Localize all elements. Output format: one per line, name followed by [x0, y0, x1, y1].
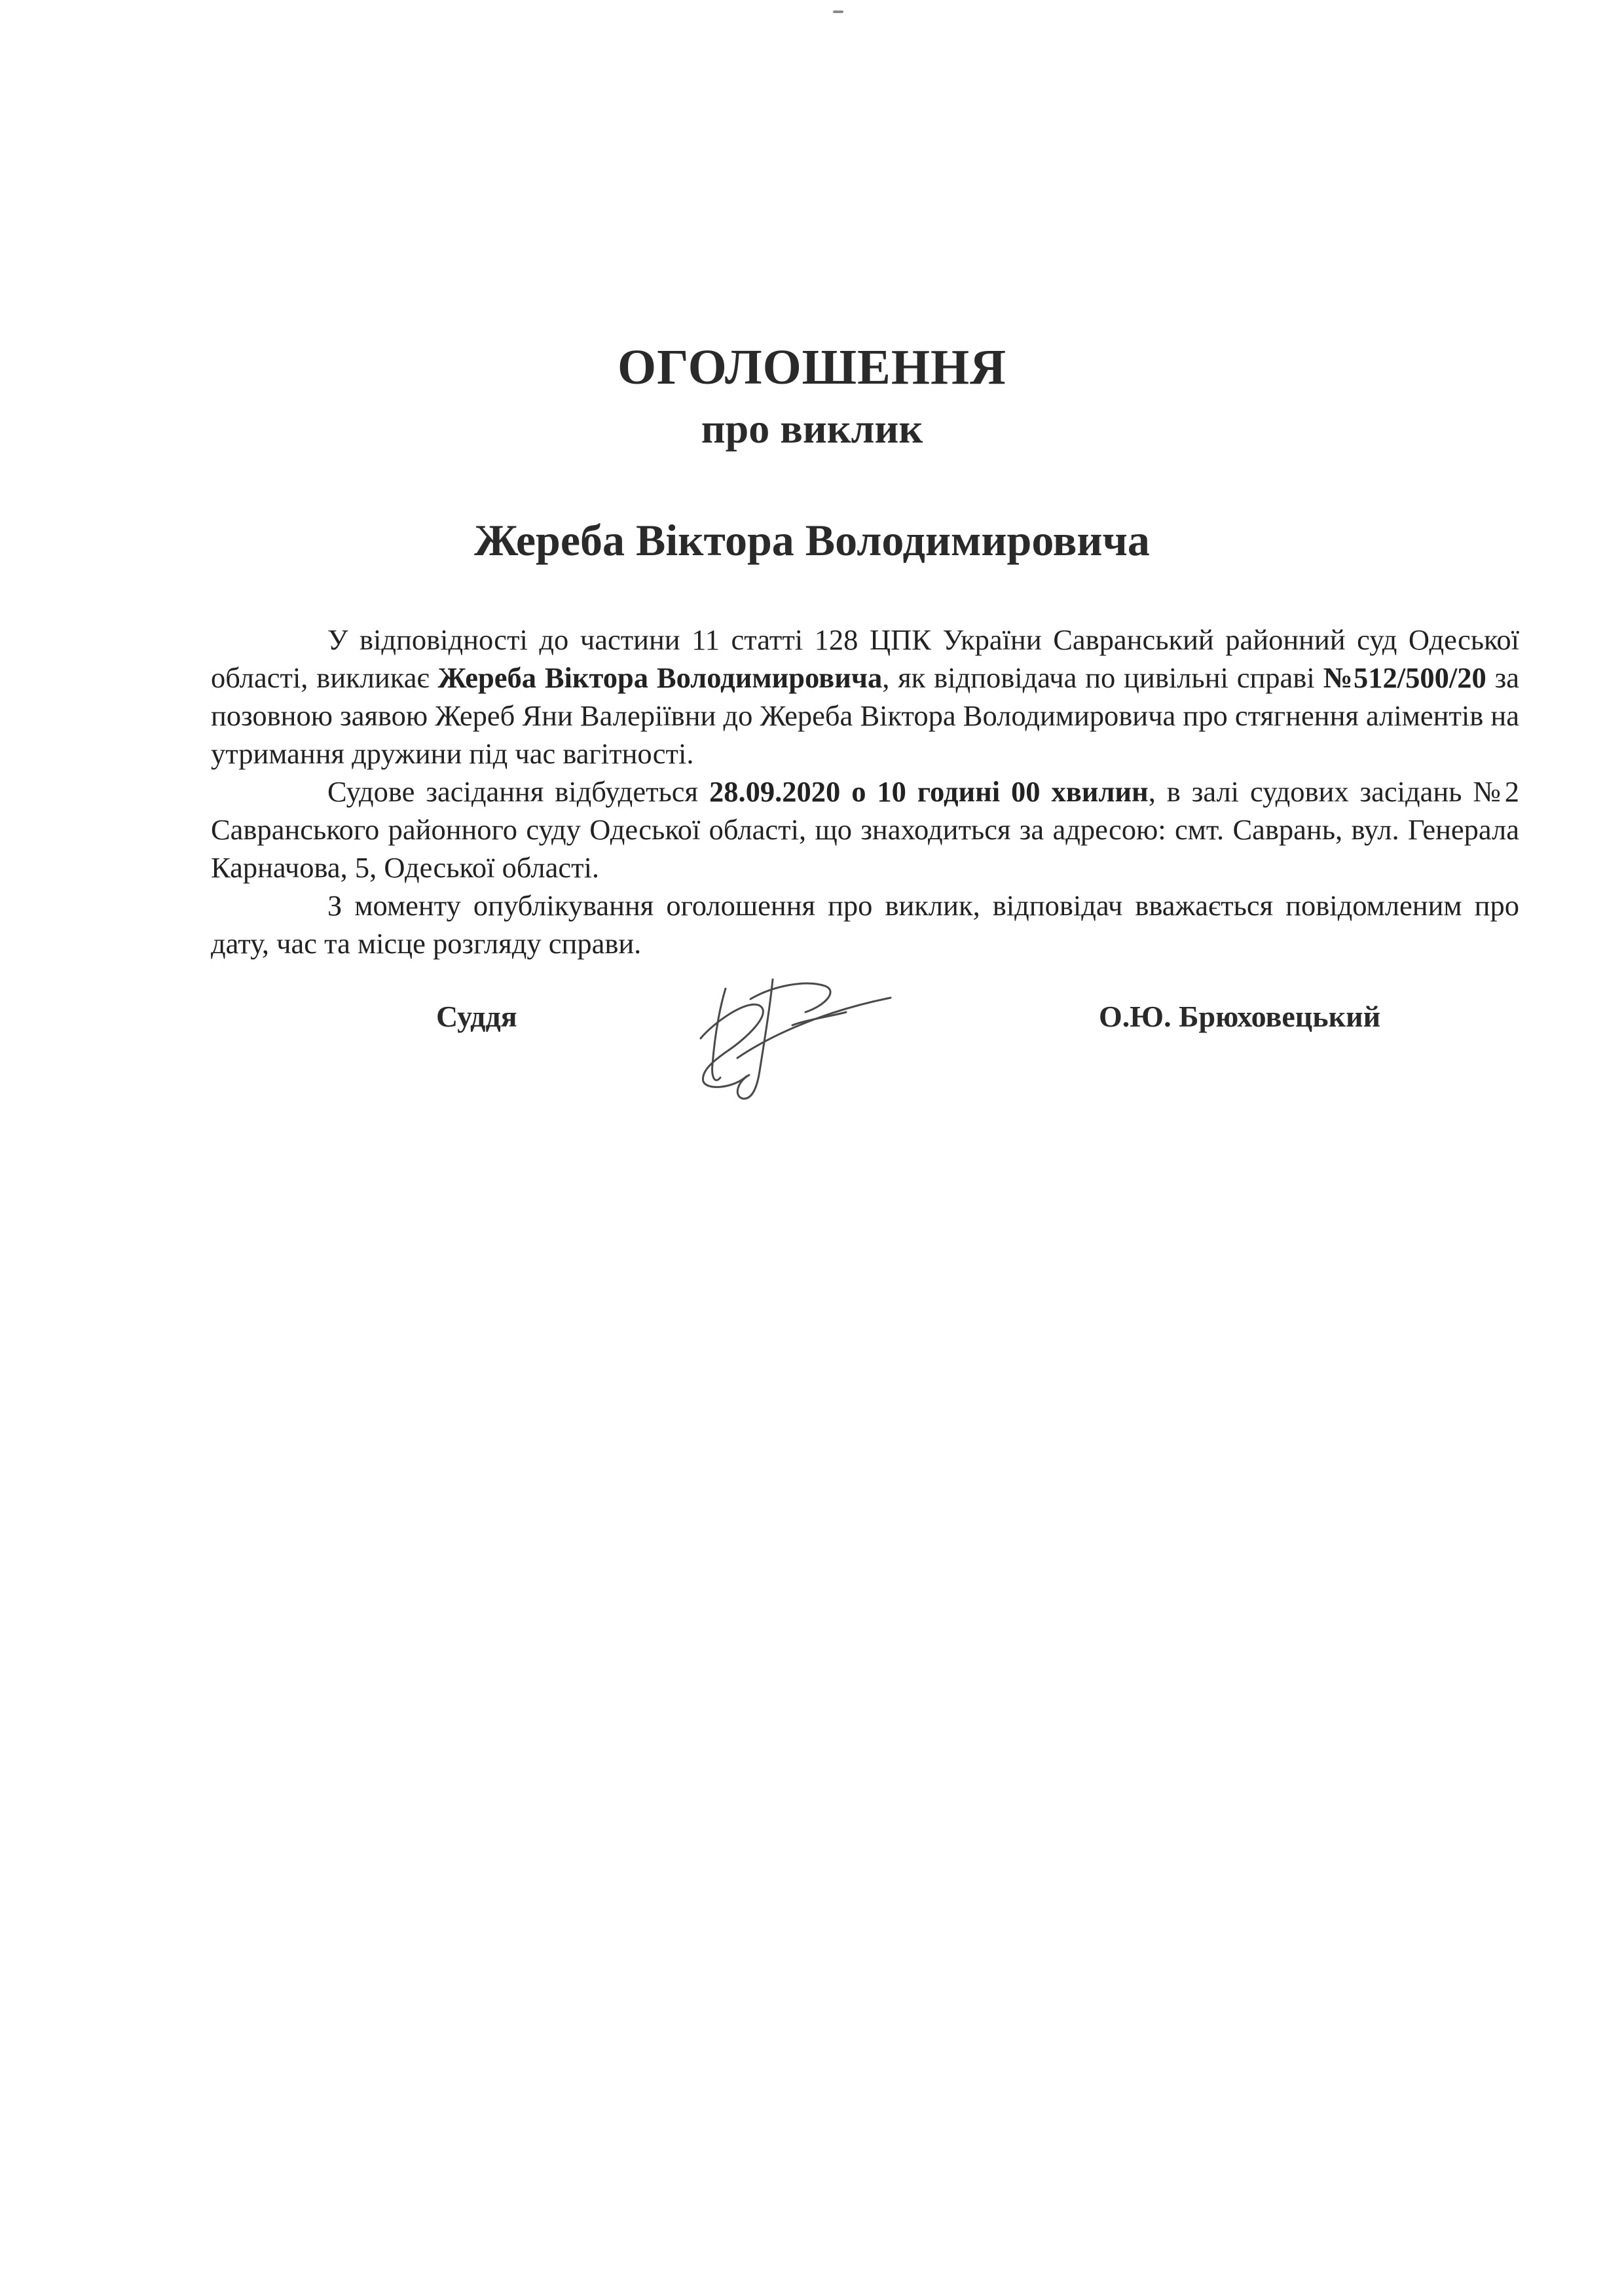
document-subtitle: про виклик [701, 405, 923, 452]
document-title: ОГОЛОШЕННЯ [618, 340, 1006, 395]
case-number: №512/500/20 [1323, 661, 1486, 694]
scan-speck [833, 10, 843, 13]
summoned-person-name: Жереба Віктора Володимировича [474, 515, 1150, 565]
paragraph-notice: З моменту опублікування оголошення про виклик, відповідач вважається повідомленим про дату, час та місце розгляду справи. [211, 889, 1519, 960]
announcement-body [211, 621, 1519, 962]
hearing-datetime: 28.09.2020 о 10 годині 00 хвилин [709, 775, 1149, 808]
handwritten-signature [674, 960, 910, 1110]
signature-row [0, 999, 1624, 1117]
judge-name: О.Ю. Брюховецький [1099, 1000, 1381, 1033]
defendant-name: Жереба Віктора Володимировича [437, 661, 883, 694]
paragraph-hearing: Судове засідання відбудеться 28.09.2020 о 10 годині 00 хвилин, в залі судових засідань №2 Савранського районного суду Одеської області, що знаходиться за адресою: смт. Саврань, вул. Генерала Карначова, 5, Одеської області. [211, 775, 1519, 884]
judge-label: Суддя [436, 1000, 517, 1033]
paragraph-summons: У відповідності до частини 11 статті 128 ЦПК України Савранський районний суд Одеської області, викликає Жереба Віктора Володимировича, як відповідача по цивільні справі №512/500/20 за позовною заявою Жереб Яни Валеріївни до Жереба Віктора Володимировича про стягнення аліментів на утримання дружини під час вагітності. [211, 623, 1519, 770]
